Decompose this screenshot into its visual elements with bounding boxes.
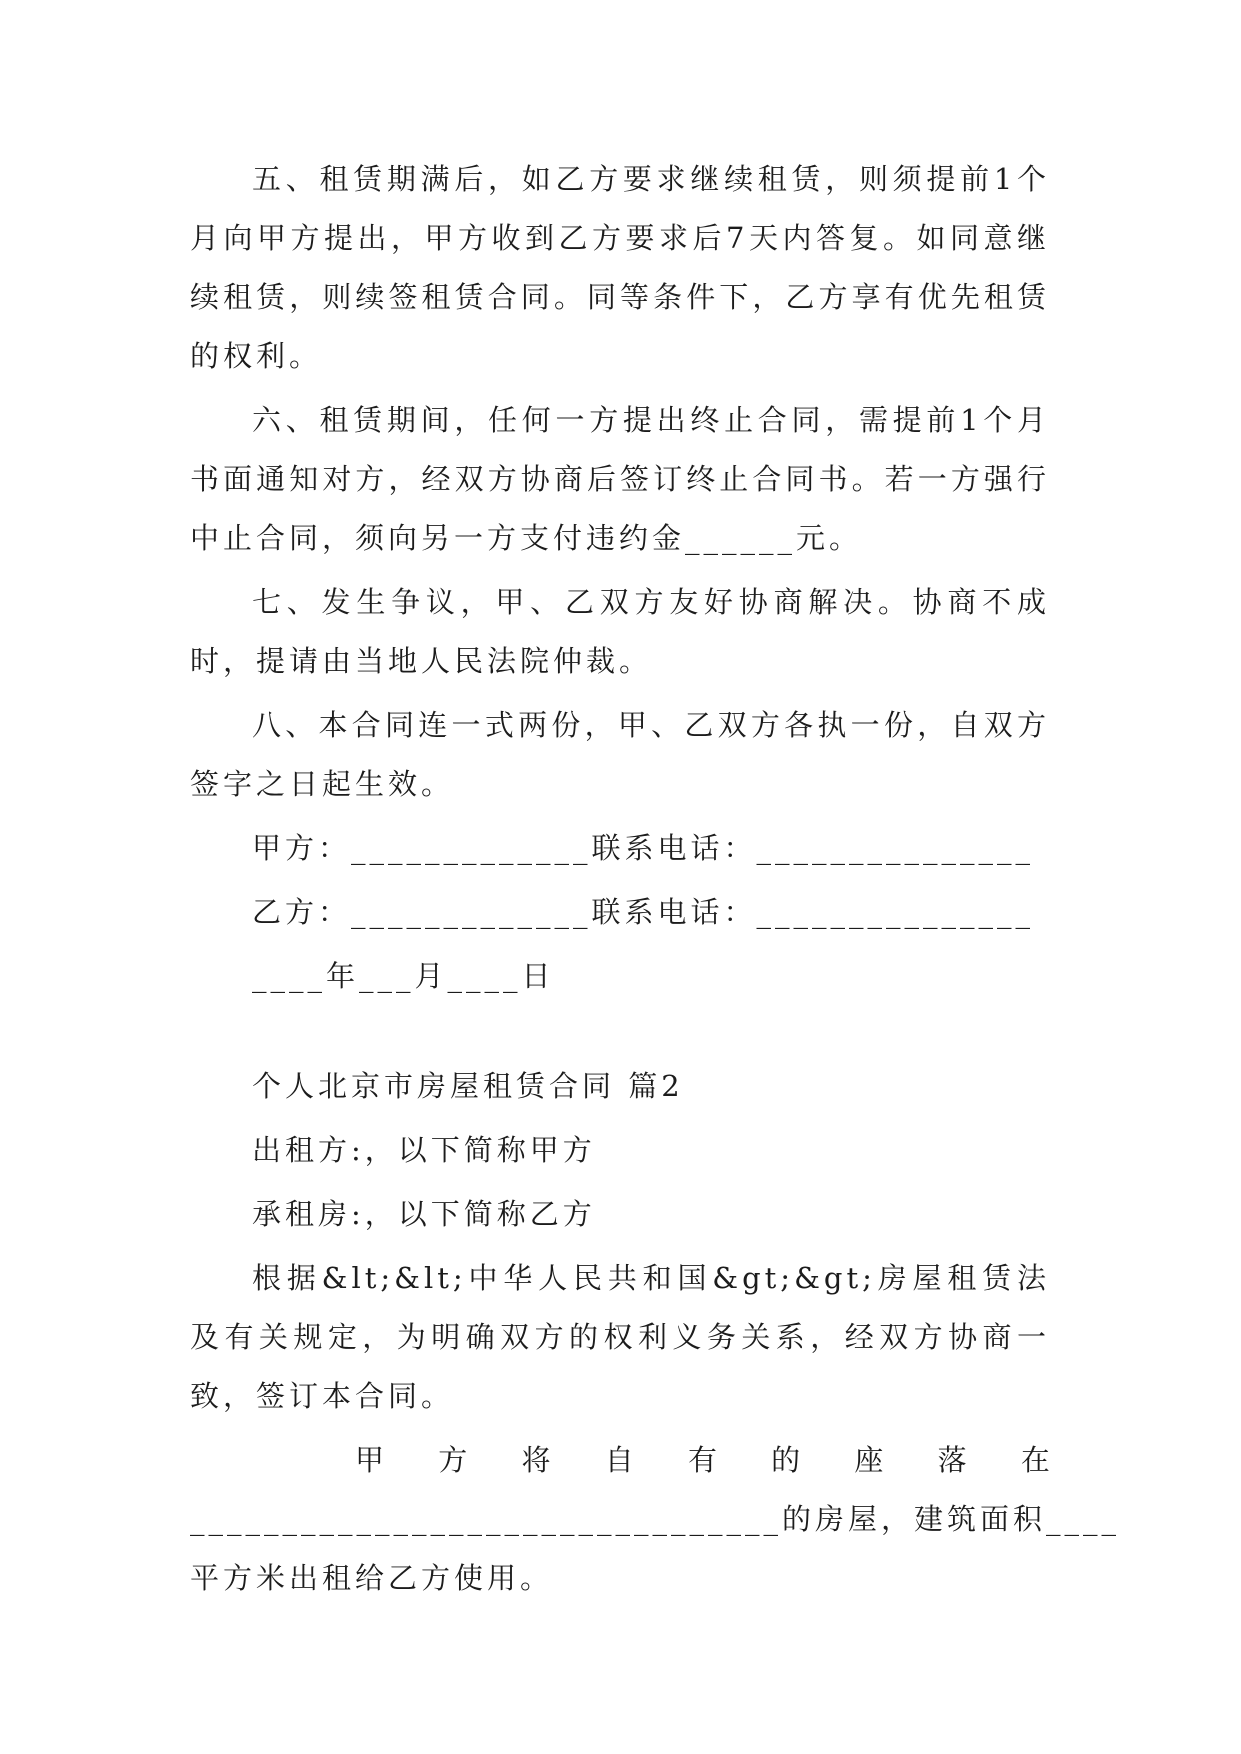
clause-5: 五、租赁期满后，如乙方要求继续租赁，则须提前1个月向甲方提出，甲方收到乙方要求后7天内答复。如同意继续租赁，则续签租赁合同。同等条件下，乙方享有优先租赁的权利。 <box>190 162 1050 373</box>
date-line: ____年___月____日 <box>252 959 555 993</box>
spread-char: 将 <box>521 1443 551 1477</box>
spread-char: 有 <box>687 1443 717 1477</box>
spread-char: 落 <box>937 1443 967 1477</box>
area-line: 平方米出租给乙方使用。 <box>190 1561 554 1595</box>
spread-char: 座 <box>854 1443 884 1477</box>
section-gap <box>190 1011 1050 1057</box>
spread-char: 甲 <box>355 1443 385 1477</box>
clause-8: 八、本合同连一式两份，甲、乙双方各执一份，自双方签字之日起生效。 <box>190 708 1050 801</box>
spread-char: 在 <box>1020 1443 1050 1477</box>
party-b-signature-line: 乙方：_____________联系电话：_______________ <box>252 895 1035 929</box>
location-line: ________________________________的房屋，建筑面积____ <box>190 1502 1121 1536</box>
spread-char: 方 <box>438 1443 468 1477</box>
lessor-line: 出租方:，以下简称甲方 <box>252 1133 596 1167</box>
spread-char: 自 <box>604 1443 634 1477</box>
clause-7: 七、发生争议，甲、乙双方友好协商解决。协商不成时，提请由当地人民法院仲裁。 <box>190 585 1050 678</box>
clause-6: 六、租赁期间，任何一方提出终止合同，需提前1个月书面通知对方，经双方协商后签订终止合同书。若一方强行中止合同，须向另一方支付违约金______元。 <box>190 403 1050 555</box>
party-a-signature-line: 甲方：_____________联系电话：_______________ <box>252 831 1035 865</box>
spread-text-line <box>190 1431 1050 1490</box>
section-heading: 个人北京市房屋租赁合同 篇2 <box>252 1069 684 1103</box>
document-page <box>190 150 1121 1608</box>
lessee-line: 承租房:，以下简称乙方 <box>252 1197 596 1231</box>
spread-char: 的 <box>771 1443 801 1477</box>
basis-paragraph: 根据&lt;&lt;中华人民共和国&gt;&gt;房屋租赁法及有关规定，为明确双方的权利义务关系，经双方协商一致，签订本合同。 <box>190 1261 1050 1413</box>
